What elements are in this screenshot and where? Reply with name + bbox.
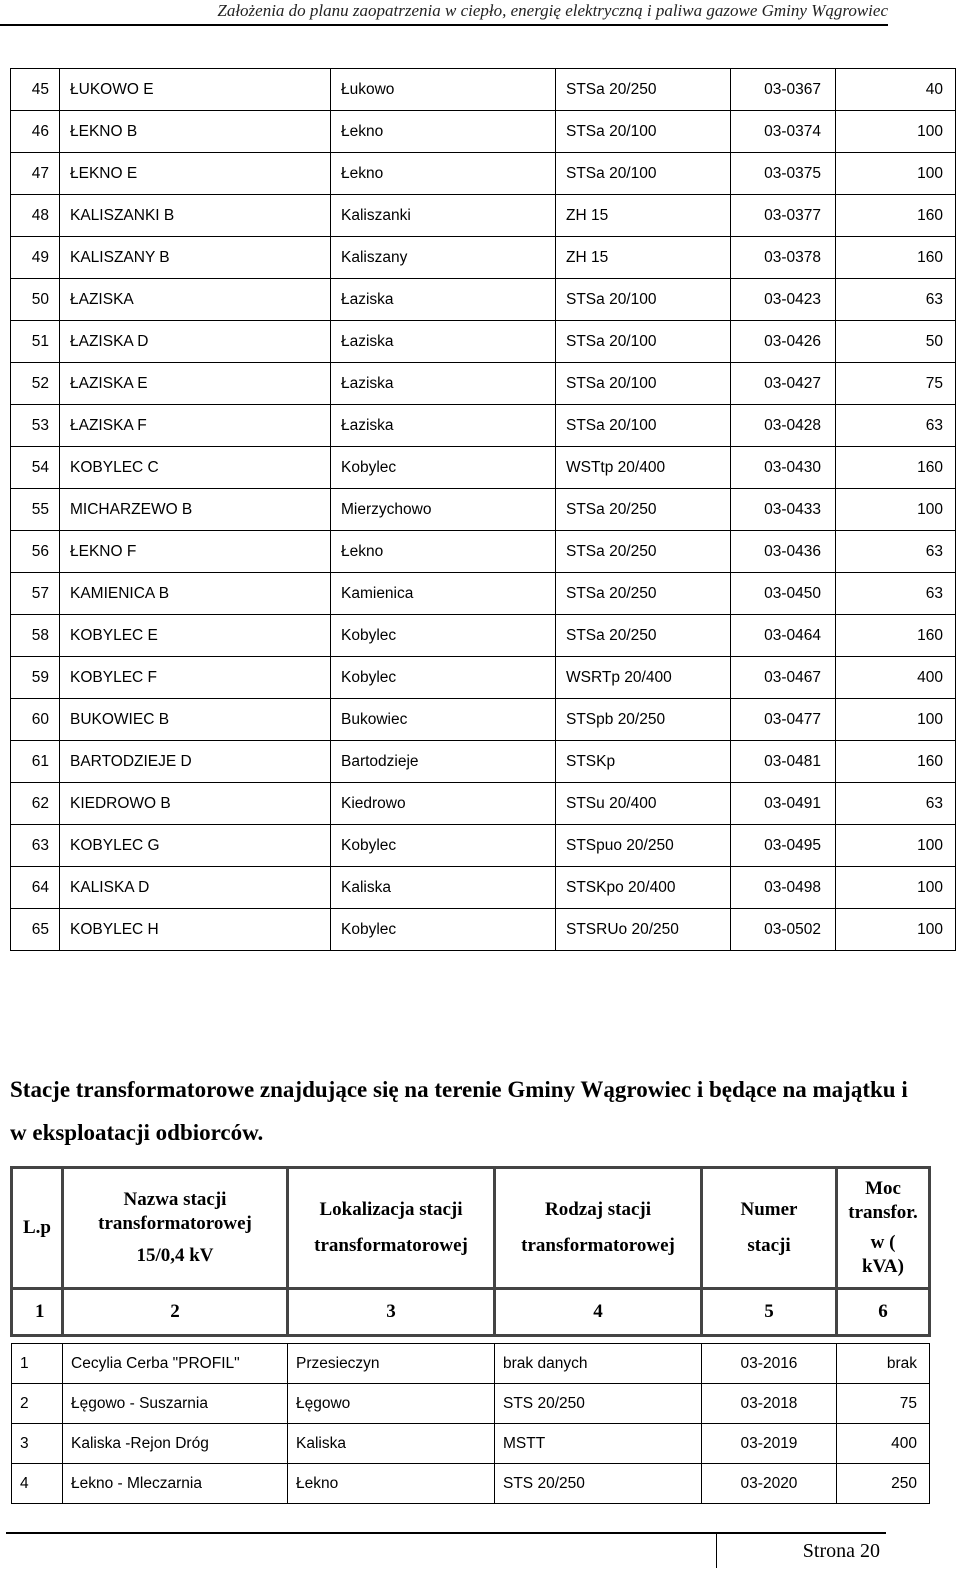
cell-location: Łekno xyxy=(331,153,556,195)
cell-power: 63 xyxy=(836,573,956,615)
cell-location: Kobylec xyxy=(331,909,556,951)
cell-number: 03-2020 xyxy=(702,1464,837,1504)
cell-location: Łaziska xyxy=(331,363,556,405)
cell-number: 03-0378 xyxy=(731,237,836,279)
table-row xyxy=(11,279,956,321)
header-line: w ( xyxy=(870,1232,896,1253)
cell-power: 400 xyxy=(837,1424,930,1464)
cell-station-name: KOBYLEC H xyxy=(60,909,331,951)
cell-power: 160 xyxy=(836,195,956,237)
cell-location: Kobylec xyxy=(331,657,556,699)
cell-location: Kaliszanki xyxy=(331,195,556,237)
cell-lp: 58 xyxy=(11,615,60,657)
cell-lp: 46 xyxy=(11,111,60,153)
cell-number: 03-0498 xyxy=(731,867,836,909)
cell-lp: 63 xyxy=(11,825,60,867)
cell-number: 03-2019 xyxy=(702,1424,837,1464)
cell-station-name: Łekno - Mleczarnia xyxy=(63,1464,288,1504)
table-row xyxy=(11,363,956,405)
header-line: transformatorowej xyxy=(521,1235,675,1256)
footer-divider xyxy=(6,1532,886,1534)
cell-power: 63 xyxy=(836,279,956,321)
cell-power: 100 xyxy=(836,489,956,531)
cell-location: Kobylec xyxy=(331,615,556,657)
cell-power: 40 xyxy=(836,69,956,111)
cell-lp: 53 xyxy=(11,405,60,447)
cell-lp: 65 xyxy=(11,909,60,951)
header-line: kVA) xyxy=(862,1256,904,1277)
cell-number: 03-0467 xyxy=(731,657,836,699)
cell-location: Łęgowo xyxy=(288,1384,495,1424)
cell-number: 03-0464 xyxy=(731,615,836,657)
cell-power: 63 xyxy=(836,531,956,573)
cell-station-name: BARTODZIEJE D xyxy=(60,741,331,783)
cell-station-name: Cecylia Cerba "PROFIL" xyxy=(63,1344,288,1384)
cell-station-name: KOBYLEC C xyxy=(60,447,331,489)
cell-station-name: KOBYLEC E xyxy=(60,615,331,657)
cell-number: 03-0502 xyxy=(731,909,836,951)
cell-number: 03-0377 xyxy=(731,195,836,237)
cell-number: 03-0433 xyxy=(731,489,836,531)
cell-station-name: ŁAZISKA D xyxy=(60,321,331,363)
cell-lp: 4 xyxy=(12,1464,63,1504)
cell-power: 100 xyxy=(836,909,956,951)
cell-power: 100 xyxy=(836,825,956,867)
cell-location: Łekno xyxy=(288,1464,495,1504)
section-heading: Stacje transformatorowe znajdujące się na terenie Gminy Wągrowiec i będące na majątku i w eksploatacji odbiorców. xyxy=(10,1077,908,1145)
table-row xyxy=(11,69,956,111)
cell-type: STSa 20/100 xyxy=(556,321,731,363)
cell-power: 75 xyxy=(836,363,956,405)
table-row xyxy=(11,615,956,657)
table-row xyxy=(11,825,956,867)
cell-location: Przesieczyn xyxy=(288,1344,495,1384)
cell-power: 100 xyxy=(836,867,956,909)
cell-number: 03-0374 xyxy=(731,111,836,153)
cell-lp: 64 xyxy=(11,867,60,909)
table-row xyxy=(11,741,956,783)
table-row xyxy=(11,489,956,531)
cell-station-name: Łęgowo - Suszarnia xyxy=(63,1384,288,1424)
cell-number: 03-0491 xyxy=(731,783,836,825)
table-row xyxy=(11,153,956,195)
cell-station-name: ŁAZISKA E xyxy=(60,363,331,405)
cell-type: STSa 20/250 xyxy=(556,489,731,531)
table-row xyxy=(11,783,956,825)
cell-station-name: KIEDROWO B xyxy=(60,783,331,825)
customer-stations-table xyxy=(10,1166,931,1504)
cell-power: brak xyxy=(837,1344,930,1384)
table-row xyxy=(12,1424,930,1464)
cell-lp: 45 xyxy=(11,69,60,111)
cell-location: Łekno xyxy=(331,111,556,153)
cell-power: 100 xyxy=(836,699,956,741)
header-number xyxy=(702,1168,837,1289)
cell-lp: 48 xyxy=(11,195,60,237)
cell-type: STS 20/250 xyxy=(495,1384,702,1424)
transformer-stations-table xyxy=(10,68,956,951)
table-row xyxy=(11,531,956,573)
page-header: Założenia do planu zaopatrzenia w ciepło, energię elektryczną i paliwa gazowe Gminy Wągrowiec xyxy=(0,0,888,26)
cell-lp: 59 xyxy=(11,657,60,699)
column-number: 6 xyxy=(837,1289,930,1336)
table-row xyxy=(11,867,956,909)
cell-location: Łaziska xyxy=(331,279,556,321)
cell-type: STSa 20/250 xyxy=(556,69,731,111)
cell-type: WSTtp 20/400 xyxy=(556,447,731,489)
cell-type: WSRTp 20/400 xyxy=(556,657,731,699)
cell-power: 63 xyxy=(836,783,956,825)
cell-power: 75 xyxy=(837,1384,930,1424)
header-power xyxy=(837,1168,930,1289)
cell-location: Kaliska xyxy=(288,1424,495,1464)
cell-location: Łaziska xyxy=(331,321,556,363)
footer-separator xyxy=(716,1534,717,1568)
cell-station-name: ŁEKNO B xyxy=(60,111,331,153)
cell-number: 03-0367 xyxy=(731,69,836,111)
column-number: 3 xyxy=(288,1289,495,1336)
cell-type: STSRUo 20/250 xyxy=(556,909,731,951)
column-number: 1 xyxy=(12,1289,63,1336)
table-row xyxy=(11,237,956,279)
cell-station-name: KALISZANY B xyxy=(60,237,331,279)
cell-power: 160 xyxy=(836,741,956,783)
cell-location: Łaziska xyxy=(331,405,556,447)
cell-type: STS 20/250 xyxy=(495,1464,702,1504)
cell-station-name: ŁEKNO E xyxy=(60,153,331,195)
cell-number: 03-0426 xyxy=(731,321,836,363)
cell-location: Kaliska xyxy=(331,867,556,909)
cell-station-name: KAMIENICA B xyxy=(60,573,331,615)
page-number: Strona 20 xyxy=(802,1540,880,1562)
cell-location: Bukowiec xyxy=(331,699,556,741)
cell-lp: 51 xyxy=(11,321,60,363)
cell-power: 50 xyxy=(836,321,956,363)
cell-lp: 57 xyxy=(11,573,60,615)
cell-type: STSa 20/250 xyxy=(556,531,731,573)
cell-station-name: KALISKA D xyxy=(60,867,331,909)
header-line: transformatorowej xyxy=(98,1213,252,1234)
cell-location: Łekno xyxy=(331,531,556,573)
cell-lp: 1 xyxy=(12,1344,63,1384)
cell-number: 03-2018 xyxy=(702,1384,837,1424)
cell-type: STSpb 20/250 xyxy=(556,699,731,741)
table-row xyxy=(11,657,956,699)
cell-lp: 56 xyxy=(11,531,60,573)
cell-type: STSKpo 20/400 xyxy=(556,867,731,909)
table-row xyxy=(11,699,956,741)
cell-type: MSTT xyxy=(495,1424,702,1464)
column-number-row xyxy=(12,1289,930,1336)
cell-type: STSa 20/100 xyxy=(556,279,731,321)
cell-station-name: KOBYLEC G xyxy=(60,825,331,867)
cell-lp: 55 xyxy=(11,489,60,531)
cell-station-name: Kaliska -Rejon Dróg xyxy=(63,1424,288,1464)
header-type xyxy=(495,1168,702,1289)
cell-number: 03-0495 xyxy=(731,825,836,867)
cell-station-name: ŁAZISKA F xyxy=(60,405,331,447)
table-row xyxy=(11,909,956,951)
cell-type: STSa 20/250 xyxy=(556,615,731,657)
cell-power: 100 xyxy=(836,153,956,195)
cell-location: Mierzychowo xyxy=(331,489,556,531)
cell-type: brak danych xyxy=(495,1344,702,1384)
cell-lp: 47 xyxy=(11,153,60,195)
header-line: Numer xyxy=(740,1199,798,1220)
cell-number: 03-0430 xyxy=(731,447,836,489)
cell-lp: 2 xyxy=(12,1384,63,1424)
cell-number: 03-2016 xyxy=(702,1344,837,1384)
cell-number: 03-0477 xyxy=(731,699,836,741)
table-header-row xyxy=(12,1168,930,1289)
cell-type: STSpuo 20/250 xyxy=(556,825,731,867)
cell-lp: 52 xyxy=(11,363,60,405)
cell-lp: 49 xyxy=(11,237,60,279)
cell-type: STSa 20/100 xyxy=(556,111,731,153)
header-line: Rodzaj stacji xyxy=(544,1199,652,1220)
cell-number: 03-0481 xyxy=(731,741,836,783)
cell-power: 100 xyxy=(836,111,956,153)
table-row xyxy=(11,447,956,489)
cell-location: Kamienica xyxy=(331,573,556,615)
header-line: stacji xyxy=(747,1235,791,1256)
cell-type: STSa 20/100 xyxy=(556,405,731,447)
cell-power: 400 xyxy=(836,657,956,699)
cell-number: 03-0375 xyxy=(731,153,836,195)
cell-power: 250 xyxy=(837,1464,930,1504)
cell-power: 160 xyxy=(836,237,956,279)
table-row xyxy=(11,321,956,363)
cell-lp: 62 xyxy=(11,783,60,825)
cell-lp: 60 xyxy=(11,699,60,741)
table-row xyxy=(11,111,956,153)
table-row xyxy=(11,405,956,447)
cell-location: Kaliszany xyxy=(331,237,556,279)
cell-type: STSa 20/100 xyxy=(556,153,731,195)
header-lp: L.p xyxy=(12,1168,63,1289)
cell-station-name: ŁAZISKA xyxy=(60,279,331,321)
cell-location: Bartodzieje xyxy=(331,741,556,783)
header-line: Lokalizacja stacji xyxy=(319,1199,463,1220)
cell-lp: 50 xyxy=(11,279,60,321)
cell-number: 03-0450 xyxy=(731,573,836,615)
cell-type: ZH 15 xyxy=(556,195,731,237)
cell-power: 160 xyxy=(836,615,956,657)
cell-location: Kiedrowo xyxy=(331,783,556,825)
cell-station-name: KALISZANKI B xyxy=(60,195,331,237)
column-number: 4 xyxy=(495,1289,702,1336)
header-line: 15/0,4 kV xyxy=(136,1245,214,1266)
cell-station-name: ŁEKNO F xyxy=(60,531,331,573)
table-row xyxy=(12,1384,930,1424)
table-row xyxy=(11,195,956,237)
cell-lp: 3 xyxy=(12,1424,63,1464)
cell-station-name: ŁUKOWO E xyxy=(60,69,331,111)
cell-type: STSu 20/400 xyxy=(556,783,731,825)
cell-location: Kobylec xyxy=(331,825,556,867)
cell-location: Łukowo xyxy=(331,69,556,111)
header-line: Nazwa stacji xyxy=(123,1189,227,1210)
cell-number: 03-0428 xyxy=(731,405,836,447)
header-station-name xyxy=(63,1168,288,1289)
table-row xyxy=(12,1464,930,1504)
cell-station-name: BUKOWIEC B xyxy=(60,699,331,741)
cell-type: STSa 20/250 xyxy=(556,573,731,615)
cell-type: STSKp xyxy=(556,741,731,783)
cell-power: 160 xyxy=(836,447,956,489)
cell-location: Kobylec xyxy=(331,447,556,489)
cell-lp: 61 xyxy=(11,741,60,783)
cell-station-name: MICHARZEWO B xyxy=(60,489,331,531)
header-location xyxy=(288,1168,495,1289)
cell-number: 03-0427 xyxy=(731,363,836,405)
cell-number: 03-0436 xyxy=(731,531,836,573)
table-row xyxy=(12,1344,930,1384)
header-line: transformatorowej xyxy=(314,1235,468,1256)
header-line: transfor. xyxy=(848,1202,918,1223)
cell-type: STSa 20/100 xyxy=(556,363,731,405)
table-row xyxy=(11,573,956,615)
cell-power: 63 xyxy=(836,405,956,447)
cell-type: ZH 15 xyxy=(556,237,731,279)
column-number: 2 xyxy=(63,1289,288,1336)
column-number: 5 xyxy=(702,1289,837,1336)
cell-number: 03-0423 xyxy=(731,279,836,321)
header-line: Moc xyxy=(865,1178,901,1199)
cell-lp: 54 xyxy=(11,447,60,489)
cell-station-name: KOBYLEC F xyxy=(60,657,331,699)
